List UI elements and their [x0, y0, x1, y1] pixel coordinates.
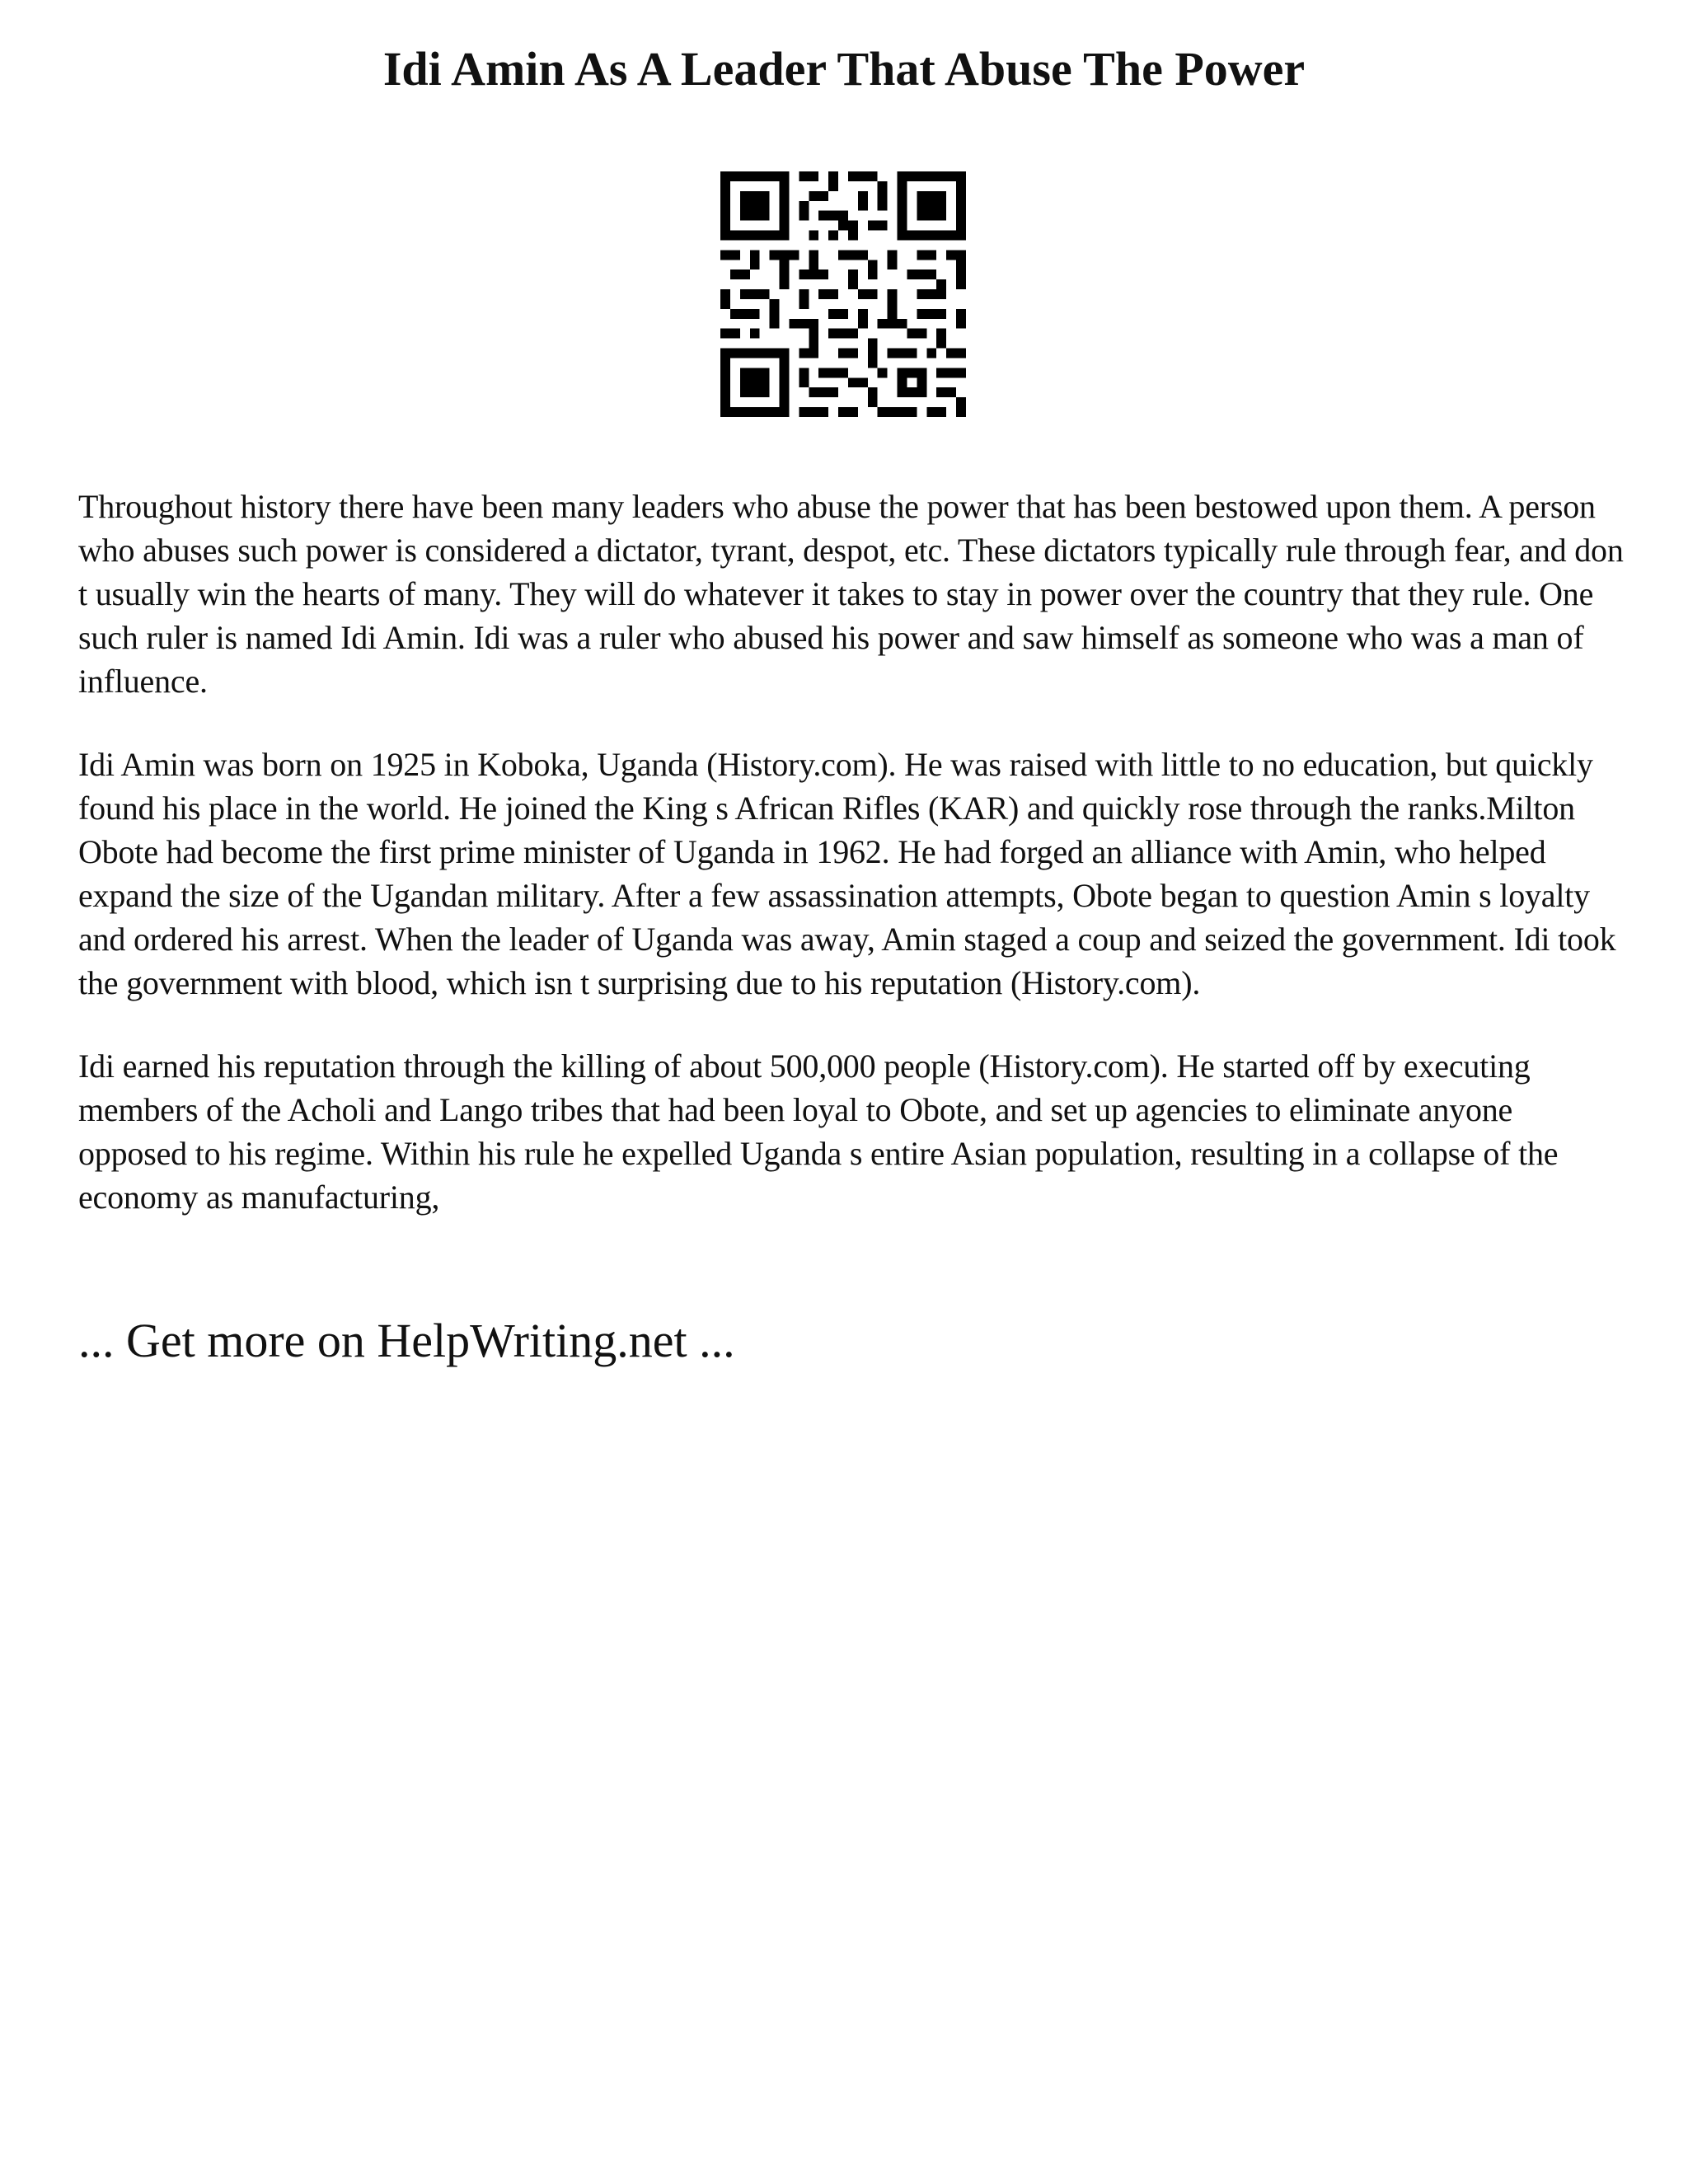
- paragraph: Idi Amin was born on 1925 in Koboka, Uganda (History.com). He was raised with little to no education, but quickly found his place in the world. He joined the King s African Rifles (KAR) and quickly rose through the ranks.Milton Obote had become the first prime minister of Uganda in 1962. He had forged an alliance with Amin, who helped expand the size of the Ugandan military. After a few assassination attempts, Obote began to question Amin s loyalty and ordered his arrest. When the leader of Uganda was away, Amin staged a coup and seized the government. Idi took the government with blood, which isn t surprising due to his reputation (History.com).: [78, 746, 1616, 1001]
- document-body: [78, 485, 1628, 1258]
- paragraph: Throughout history there have been many leaders who abuse the power that has been bestowed upon them. A person who abuses such power is considered a dictator, tyrant, despot, etc. These dictators typically rule through fear, and don t usually win the hearts of many. They will do whatever it takes to stay in power over the country that they rule. One such ruler is named Idi Amin. Idi was a ruler who abused his power and saw himself as someone who was a man of influence.: [78, 488, 1624, 700]
- document-title: Idi Amin As A Leader That Abuse The Power: [382, 42, 1306, 96]
- qr-code-icon: [720, 171, 966, 417]
- get-more-link[interactable]: ... Get more on HelpWriting.net ...: [78, 1314, 735, 1367]
- paragraph: Idi earned his reputation through the killing of about 500,000 people (History.com). He started off by executing members of the Acholi and Lango tribes that had been loyal to Obote, and set up agencies to eliminate anyone opposed to his regime. Within his rule he expelled Uganda s entire Asian population, resulting in a collapse of the economy as manufacturing,: [78, 1047, 1559, 1216]
